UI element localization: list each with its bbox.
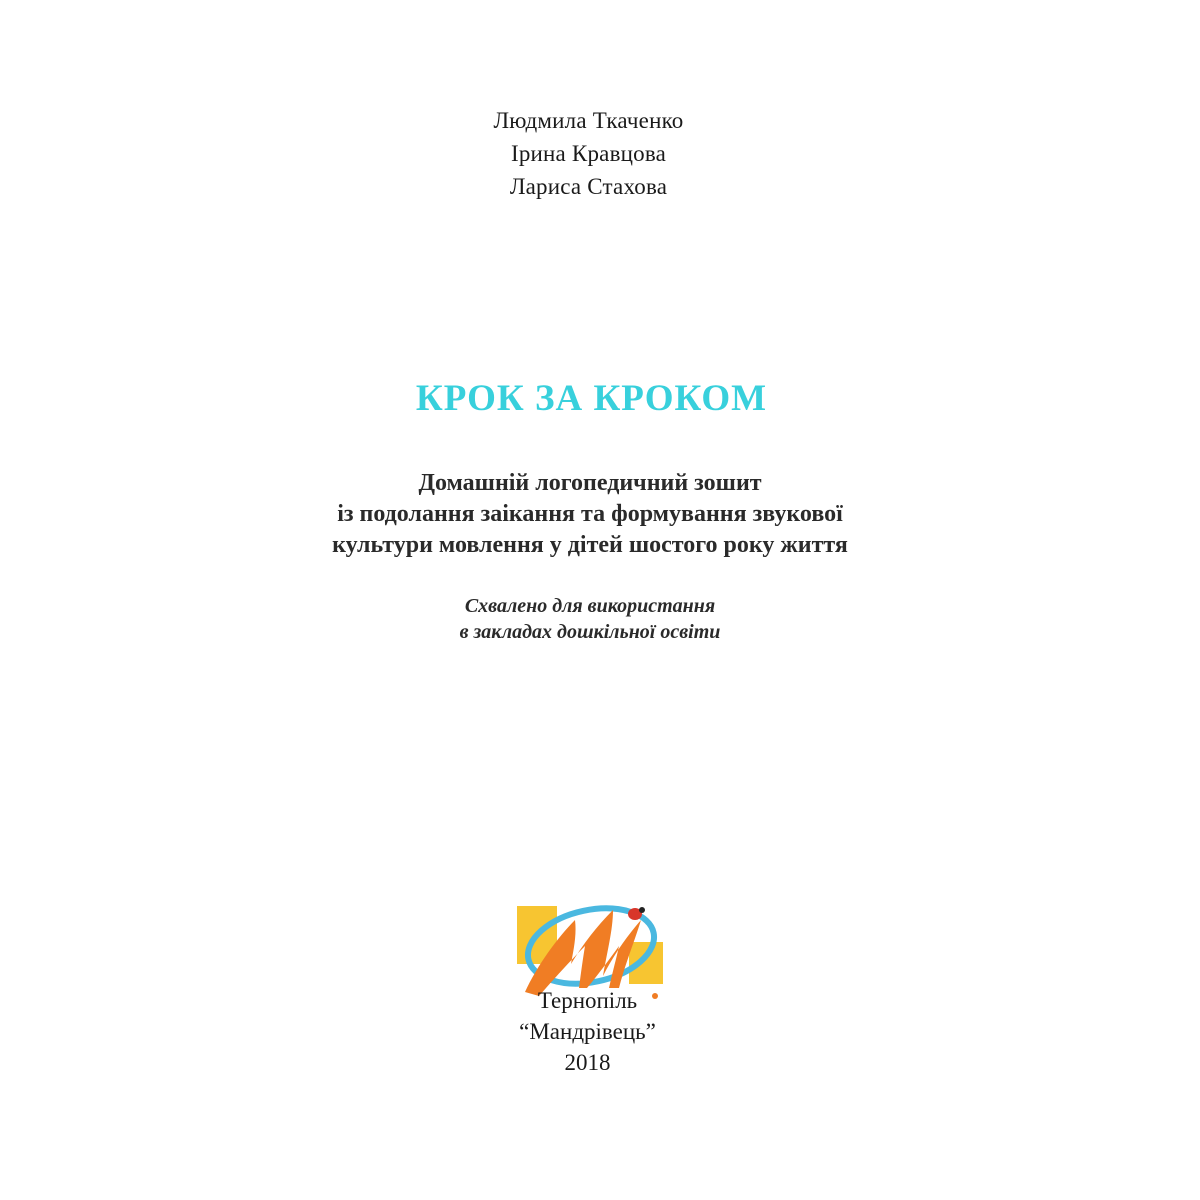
authors-block — [0, 104, 1177, 203]
approval-note — [0, 593, 1180, 645]
approval-line-2: в закладах дошкільної освіти — [459, 621, 721, 643]
subtitle-line-2: із подолання заікання та формування звукової — [337, 501, 843, 527]
subtitle-line-1: Домашній логопедичний зошит — [418, 470, 762, 496]
imprint-year: 2018 — [564, 1050, 611, 1075]
imprint-block — [0, 985, 1175, 1078]
imprint-publisher: “Мандрівець” — [519, 1019, 656, 1044]
author-3: Лариса Стахова — [509, 174, 668, 199]
subtitle-block — [0, 468, 1180, 561]
imprint-city: Тернопіль — [537, 988, 638, 1013]
subtitle-line-3: культури мовлення у дітей шостого року життя — [332, 532, 848, 558]
author-2: Ірина Кравцова — [510, 141, 667, 166]
approval-line-1: Схвалено для використання — [464, 595, 716, 617]
ladybug-head-icon — [639, 907, 645, 913]
author-1: Людмила Ткаченко — [493, 108, 684, 133]
book-title: КРОК ЗА КРОКОМ — [415, 378, 768, 419]
